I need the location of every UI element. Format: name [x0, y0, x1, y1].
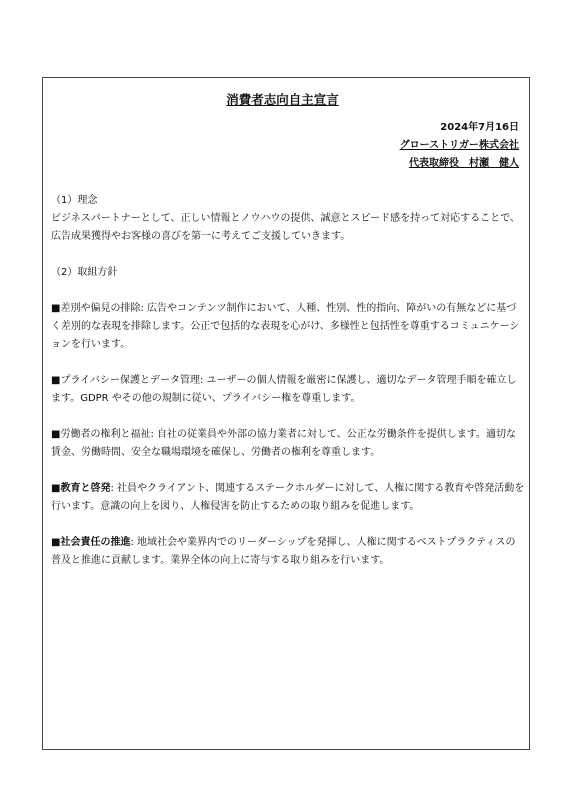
policy-item-label: ■差別や偏見の排除: [51, 303, 141, 314]
document-body: [51, 192, 525, 570]
policy-item-text: : 社員やクライアント、関連するステークホルダーに対して、人権に関する教育や啓発活動を行います。意識の向上を図り、人権侵害を防止するための取り組みを促進します。: [51, 483, 525, 512]
company-name: グローストリガー株式会社: [399, 140, 519, 151]
policy-item-text: : ユーザーの個人情報を厳密に保護し、適切なデータ管理手順を確立します。GDPR やその他の規制に従い、プライバシー権を尊重します。: [51, 375, 517, 404]
policy-item-education: [51, 480, 525, 516]
policy-item-text: : 地域社会や業界内でのリーダーシップを発揮し、人権に関するベストプラクティスの普及と推進に貢献します。業界全体の向上に寄与する取り組みを行います。: [51, 537, 516, 566]
policy-item-privacy: [51, 372, 525, 408]
document-title: 消費者志向自主宣言: [226, 92, 339, 107]
policy-item-text: : 広告やコンテンツ制作において、人種、性別、性的指向、障がいの有無などに基づく差別的な表現を排除します。公正で包括的な表現を心がけ、多様性と包括性を尊重するコミュニケーションを行います。: [51, 303, 520, 350]
policy-item-labor: [51, 426, 525, 462]
policy-item-text: : 自社の従業員や外部の協力業者に対して、公正な労働条件を提供します。適切な賃金、労働時間、安全な職場環境を確保し、労働者の権利を尊重します。: [51, 429, 517, 458]
policy-item-label: ■プライバシー保護とデータ管理: [51, 375, 200, 386]
philosophy-text: ビジネスパートナーとして、正しい情報とノウハウの提供、誠意とスピード感を持って対応することで、広告成果獲得やお客様の喜びを第一に考えてご支援していきます。: [51, 213, 520, 242]
policy-item-label: ■社会責任の推進: [51, 537, 131, 548]
document-date: 2024年7月16日: [440, 122, 519, 133]
policy-heading: （2）取組方針: [51, 267, 118, 278]
policy-item-label: ■教育と啓発: [51, 483, 111, 494]
representative-name: 代表取締役 村瀬 健人: [409, 158, 519, 169]
policy-item-label: ■労働者の権利と福祉: [51, 429, 151, 440]
policy-item-social-responsibility: [51, 534, 525, 570]
policy-item-discrimination: [51, 300, 525, 354]
philosophy-heading: （1）理念: [51, 195, 98, 206]
